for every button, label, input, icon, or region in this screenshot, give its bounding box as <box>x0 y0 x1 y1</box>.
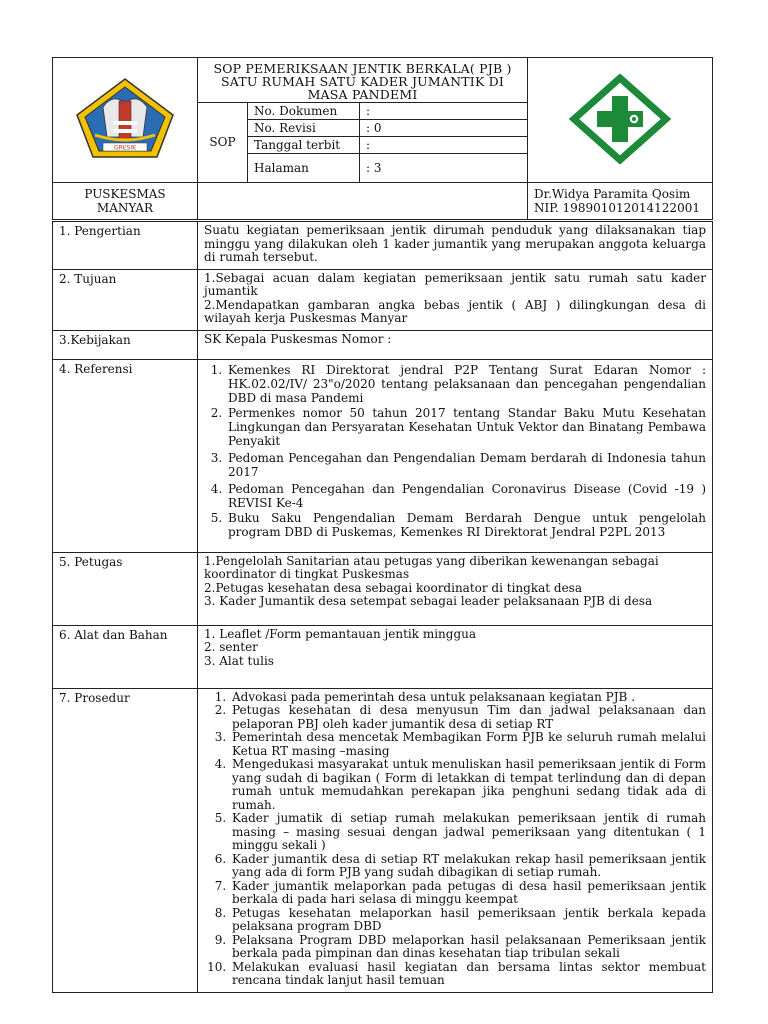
petugas-content <box>198 552 713 625</box>
org-name-line2: MANYAR <box>96 201 154 215</box>
petugas-line-3: 3. Kader Jumantik desa setempat sebagai leader pelaksanaan PJB di desa <box>204 594 653 608</box>
kebijakan-text: SK Kepala Puskesmas Nomor : <box>198 330 713 359</box>
puskesmas-logo <box>568 74 672 164</box>
header-table <box>52 57 713 220</box>
prosedur-content <box>198 688 713 992</box>
referensi-item: 2. Permenkes nomor 50 tahun 2017 tentang Standar Baku Mutu Kesehatan Lingkungan dan Persyaratan Kesehatan Untuk Vektor dan Binatang Pembawa Penyakit <box>226 406 706 448</box>
prosedur-step: 1. Advokasi pada pemerintah desa untuk pelaksanaan kegiatan PJB . <box>230 691 706 705</box>
referensi-content <box>198 359 713 552</box>
tujuan-line-1: 1.Sebagai acuan dalam kegiatan pemeriksaan jentik satu rumah satu kader jumantik <box>204 270 706 298</box>
referensi-item: 1. Kemenkes RI Direktorat jendral P2P Tentang Surat Edaran Nomor : HK.02.02/IV/ 23"o/2020 tentang pelaksanaan dan pencegahan pengendalian DBD di masa Pandemi <box>226 363 706 405</box>
prosedur-step: 5. Kader jumatik di setiap rumah melakukan pemeriksaan jentik di rumah masing – masing sesuai dengan jadwal pemeriksaan yang ditentukan ( 1 minggu sekali ) <box>230 812 706 853</box>
row-label-pengertian: 1. Pengertian <box>53 222 198 270</box>
alat-item: 1. Leaflet /Form pemantauan jentik minggua <box>204 626 477 641</box>
referensi-item: 3. Pedoman Pencegahan dan Pengendalian Demam berdarah di Indonesia tahun 2017 <box>226 451 706 479</box>
signer-nip: NIP. 198901012014122001 <box>534 201 700 215</box>
pengertian-text: Suatu kegiatan pemeriksaan jentik dirumah penduduk yang dilaksanakan tiap minggu yang dilakukan oleh 1 kader jumantik yang merupakan anggota keluarga di rumah tersebut. <box>198 222 713 270</box>
sop-document <box>52 57 712 993</box>
body-table <box>52 221 713 993</box>
sop-label: SOP <box>198 103 248 183</box>
row-label-petugas: 5. Petugas <box>53 552 198 625</box>
prosedur-step: 9. Pelaksana Program DBD melaporkan hasil pelaksanaan Pemeriksaan jentik berkala pada pimpinan dan dinas kesehatan tiap tribulan sekali <box>230 934 706 961</box>
prosedur-step: 7. Kader jumantik melaporkan pada petugas di desa hasil pemeriksaan jentik berkala di pada hari selasa di minggu keempat <box>230 880 706 907</box>
logo-text: GRESIK <box>113 144 137 151</box>
prosedur-step: 4. Mengedukasi masyarakat untuk menuliskan hasil pemeriksaan jentik di Form yang sudah di bagikan ( Form di letakkan di tempat terlindung dan di depan rumah untuk memudahkan perekapan jika penghuni sedang tidak ada di rumah. <box>230 758 706 812</box>
prosedur-step: 10. Melakukan evaluasi hasil kegiatan dan bersama lintas sektor membuat rencana tindak lanjut hasil temuan <box>230 961 706 988</box>
puskesmas-logo-cell <box>528 58 713 183</box>
signer-block <box>528 183 713 220</box>
petugas-line-1: 1.Pengelolah Sanitarian atau petugas yang diberikan kewenangan sebagai koordinator di tingkat Puskesmas <box>204 553 659 581</box>
meta-value-no-revisi: : 0 <box>360 120 528 137</box>
document-title: SOP PEMERIKSAAN JENTIK BERKALA( PJB ) SATU RUMAH SATU KADER JUMANTIK DI MASA PANDEMI <box>198 58 528 103</box>
alat-item: 3. Alat tulis <box>204 653 274 668</box>
org-name-line1: PUSKESMAS <box>84 187 166 201</box>
meta-label-no-dokumen: No. Dokumen <box>248 103 360 120</box>
meta-value-no-dokumen: : <box>360 103 528 120</box>
meta-value-tanggal-terbit: : <box>360 137 528 154</box>
gresik-regency-logo <box>73 77 177 161</box>
meta-label-tanggal-terbit: Tanggal terbit <box>248 137 360 154</box>
row-label-tujuan: 2. Tujuan <box>53 269 198 330</box>
row-label-kebijakan: 3.Kebijakan <box>53 330 198 359</box>
row-label-alat-bahan: 6. Alat dan Bahan <box>53 625 198 688</box>
prosedur-list <box>204 691 706 988</box>
alat-item: 2. senter <box>204 640 258 654</box>
row-label-referensi: 4. Referensi <box>53 359 198 552</box>
prosedur-step: 8. Petugas kesehatan melaporkan hasil pemeriksaan jentik berkala kepada pelaksana program DBD <box>230 907 706 934</box>
signer-name: Dr.Widya Paramita Qosim <box>534 187 691 201</box>
prosedur-step: 3. Pemerintah desa mencetak Membagikan Form PJB ke seluruh rumah melalui Ketua RT masing –masing <box>230 731 706 758</box>
gresik-logo-cell <box>53 58 198 183</box>
prosedur-step: 2. Petugas kesehatan di desa menyusun Tim dan jadwal pelaksanaan dan pelaporan PBJ oleh kader jumantik desa di setiap RT <box>230 704 706 731</box>
alat-content <box>198 625 713 688</box>
referensi-item: 4. Pedoman Pencegahan dan Pengendalian Coronavirus Disease (Covid -19 ) REVISI Ke-4 <box>226 482 706 510</box>
tujuan-line-2: 2.Mendapatkan gambaran angka bebas jentik ( ABJ ) dilingkungan desa di wilayah kerja Puskesmas Manyar <box>204 297 706 325</box>
meta-label-halaman: Halaman <box>248 154 360 183</box>
row-label-prosedur: 7. Prosedur <box>53 688 198 992</box>
petugas-line-2: 2.Petugas kesehatan desa sebagai koordinator di tingkat desa <box>204 580 582 595</box>
referensi-list <box>204 363 706 539</box>
blank-cell <box>198 183 528 220</box>
organization-name <box>53 183 198 220</box>
meta-value-halaman: : 3 <box>360 154 528 183</box>
referensi-item: 5. Buku Saku Pengendalian Demam Berdarah Dengue untuk pengelolah program DBD di Puskemas, Kemenkes RI Direktorat Jendral P2PL 2013 <box>226 511 706 539</box>
prosedur-step: 6. Kader jumantik desa di setiap RT melakukan rekap hasil pemeriksaan jentik yang ada di form PJB yang sudah dibagikan di setiap rumah. <box>230 853 706 880</box>
meta-label-no-revisi: No. Revisi <box>248 120 360 137</box>
tujuan-content <box>198 269 713 330</box>
